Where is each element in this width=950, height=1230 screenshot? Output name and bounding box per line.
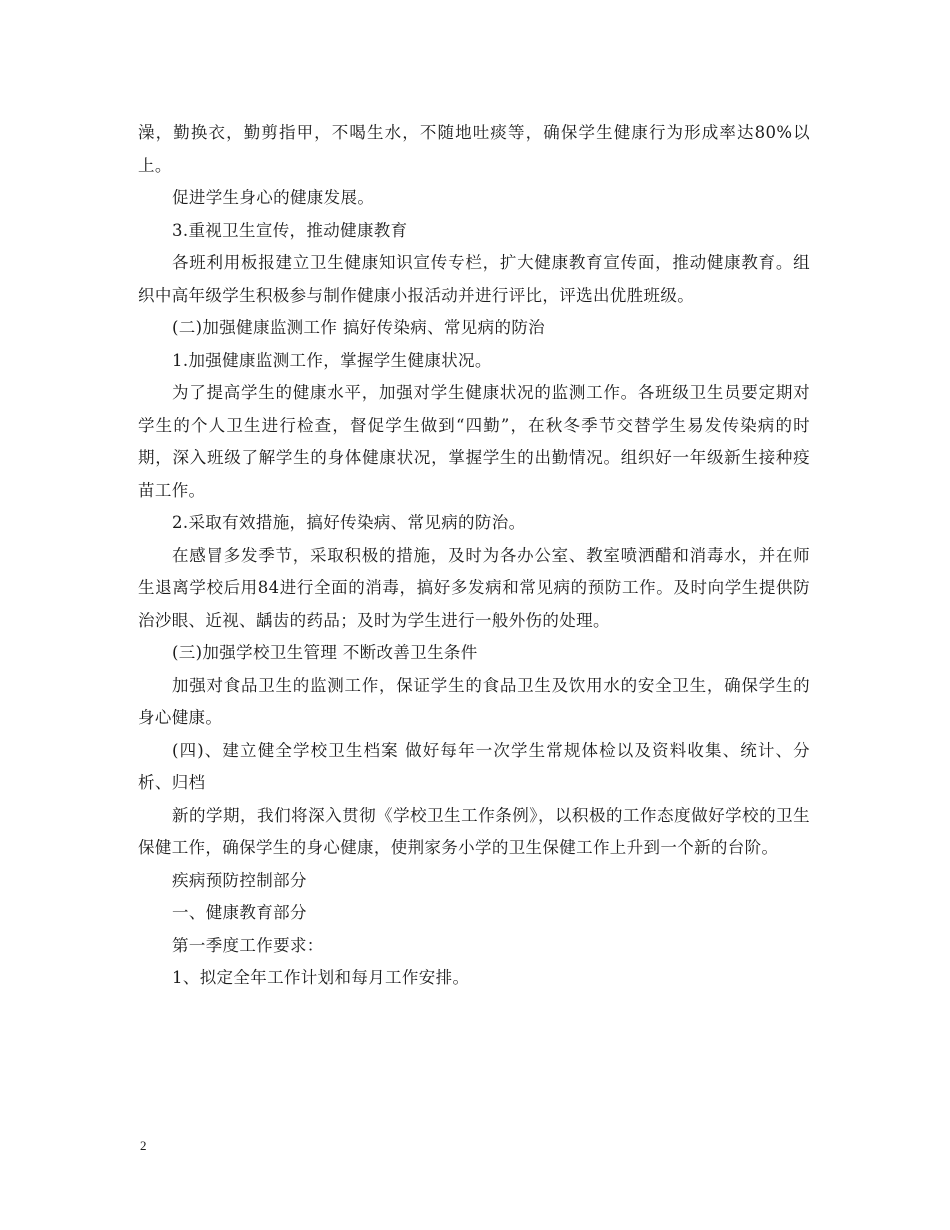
list-item: 1、拟定全年工作计划和每月工作安排。 — [172, 968, 470, 987]
paragraph: 促进学生身心的健康发展。 — [172, 188, 375, 207]
paragraph: 加强对食品卫生的监测工作，保证学生的食品卫生及饮用水的安全卫生，确保学生的身心健康。 — [138, 675, 810, 727]
section-heading: 1.加强健康监测工作，掌握学生健康状况。 — [172, 350, 492, 370]
section-heading: (二)加强健康监测工作 搞好传染病、常见病的防治 — [172, 318, 546, 337]
section-heading: (四)、建立健全学校卫生档案 做好每年一次学生常规体检以及资料收集、统计、分析、归档 — [138, 740, 810, 792]
paragraph: 新的学期，我们将深入贯彻《学校卫生工作条例》，以积极的工作态度做好学校的卫生保健工作，确保学生的身心健康，使荆家务小学的卫生保健工作上升到一个新的台阶。 — [138, 805, 810, 857]
section-heading: (三)加强学校卫生管理 不断改善卫生条件 — [172, 643, 478, 662]
section-heading: 疾病预防控制部分 — [172, 870, 307, 890]
section-heading: 一、健康教育部分 — [172, 903, 307, 922]
section-heading: 3.重视卫生宣传，推动健康教育 — [172, 220, 408, 240]
section-heading: 2.采取有效措施，搞好传染病、常见病的防治。 — [172, 513, 526, 532]
document-body — [138, 117, 810, 995]
paragraph: 第一季度工作要求： — [172, 935, 324, 955]
paragraph: 为了提高学生的健康水平，加强对学生健康状况的监测工作。各班级卫生员要定期对学生的个人卫生进行检查，督促学生做到“四勤”，在秋冬季节交替学生易发传染病的时期，深入班级了解学生的身体健康状况，掌握学生的出勤情况。组织好一年级新生接种疫苗工作。 — [138, 383, 810, 500]
paragraph: 各班利用板报建立卫生健康知识宣传专栏，扩大健康教育宣传面，推动健康教育。组织中高年级学生积极参与制作健康小报活动并进行评比，评选出优胜班级。 — [138, 253, 810, 305]
paragraph: 澡，勤换衣，勤剪指甲，不喝生水，不随地吐痰等，确保学生健康行为形成率达80%以上。 — [138, 123, 810, 175]
paragraph: 在感冒多发季节，采取积极的措施，及时为各办公室、教室喷洒醋和消毒水，并在师生退离学校后用84进行全面的消毒，搞好多发病和常见病的预防工作。及时向学生提供防治沙眼、近视、龋齿的药品；及时为学生进行一般外伤的处理。 — [138, 545, 810, 630]
page-number: 2 — [140, 1138, 147, 1153]
